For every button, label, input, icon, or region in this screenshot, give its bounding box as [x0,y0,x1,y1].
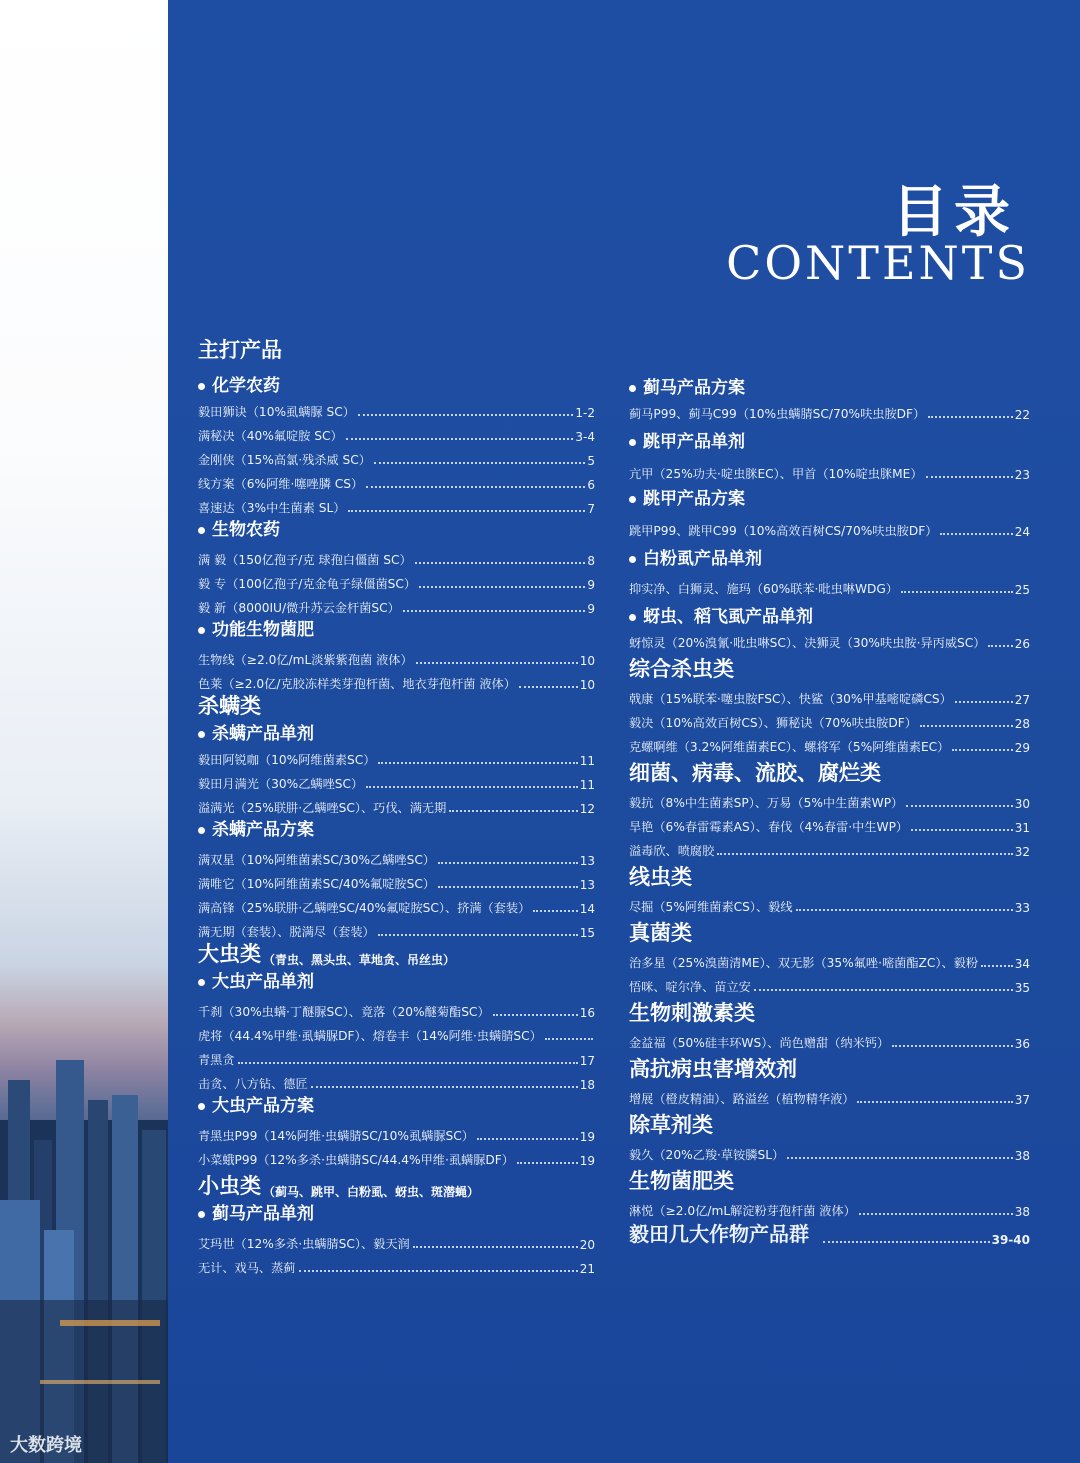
toc-entry[interactable] [629,835,1030,859]
toc-entry-page: 37 [1014,1093,1030,1107]
toc-entry-name: 千刹（30%虫螨·丁醚脲SC）、竟落（20%醚菊酯SC） [198,1005,490,1019]
dot-leader [413,1246,578,1248]
page-title-cn: 目录 [892,180,1016,245]
dot-leader [311,1086,578,1088]
toc-entry-name: 毅决（10%高效百树CS）、狮秘诀（70%呋虫胺DF） [629,716,917,730]
toc-entry-page: 7 [587,502,595,516]
subsection-heading: 杀螨产品方案 [198,816,595,840]
toc-entry[interactable] [629,971,1030,995]
toc-entry-page: 11 [579,754,595,768]
dot-leader [545,1038,593,1040]
toc-entry-name: 戟康（15%联苯·噻虫胺FSC）、快鲨（30%甲基嘧啶磷CS） [629,692,952,706]
dot-leader [533,910,577,912]
section-heading: 除草剂类 [629,1113,713,1137]
toc-entry[interactable] [198,892,595,916]
toc-entry[interactable] [198,1068,595,1092]
toc-entry-page: 38 [1014,1149,1030,1163]
bullet-icon [629,496,636,503]
toc-entry[interactable] [629,1027,1030,1051]
dot-leader [378,762,577,764]
toc-entry[interactable] [629,458,1030,482]
toc-entry-page: 33 [1014,901,1030,915]
dot-leader [346,438,574,440]
toc-entry[interactable] [629,1195,1030,1219]
toc-entry-page: 10 [579,654,595,668]
dot-leader [952,749,1012,751]
subsection-heading: 白粉虱产品单剂 [629,545,1030,569]
toc-entry-page: 9 [587,578,595,592]
toc-entry-name: 毅 专（100亿孢子/克金龟子绿僵菌SC） [198,577,417,591]
toc-entry-page: 32 [1014,845,1030,859]
subsection-heading: 杀螨产品单剂 [198,720,595,744]
toc-entry-page: 5 [587,454,595,468]
dot-leader [901,591,1013,593]
toc-entry[interactable] [198,644,595,668]
toc-entry-page: 36 [1014,1037,1030,1051]
toc-entry-page: 38 [1014,1205,1030,1219]
toc-entry-page: 30 [1014,797,1030,811]
toc-entry[interactable] [629,398,1030,422]
dot-leader [517,1162,578,1164]
toc-entry-name: 毅田阿锐咖（10%阿维菌素SC） [198,753,376,767]
toc-entry-name: 生物线（≥2.0亿/mL淡紫紫孢菌 液体） [198,653,413,667]
bullet-icon [198,827,205,834]
section-heading: 线虫类 [629,865,692,889]
dot-leader [859,1213,1013,1215]
toc-entry-name: 小菜蛾P99（12%多杀·虫螨腈SC/44.4%甲维·虱螨脲DF） [198,1153,514,1167]
toc-entry-page: 35 [1014,981,1030,995]
toc-entry[interactable] [629,947,1030,971]
toc-entry[interactable] [198,1144,595,1168]
toc-entry-name: 虎将（44.4%甲维·虱螨脲DF）、熔卷丰（14%阿维·虫螨腈SC） [198,1029,542,1043]
dot-leader [449,810,577,812]
dot-leader [438,862,578,864]
dot-leader [920,725,1013,727]
toc-entry-name: 满高锋（25%联肼·乙螨唑SC/40%氟啶胺SC）、挤满（套装） [198,901,531,915]
subsection-heading: 蓟马产品单剂 [198,1200,595,1224]
toc-entry-name: 喜速达（3%中生菌素 SL） [198,501,346,515]
toc-entry[interactable] [198,768,595,792]
section-heading: 高抗病虫害增效剂 [629,1057,797,1081]
toc-left-column [198,336,595,1276]
dot-leader [419,586,585,588]
toc-entry-page: 24 [1014,525,1030,539]
toc-entry-page: 9 [587,602,595,616]
toc-entry-page: 11 [579,778,595,792]
toc-entry[interactable] [198,396,595,420]
toc-entry[interactable] [629,891,1030,915]
toc-entry-name: 击贪、八方钻、德匠 [198,1077,308,1091]
toc-entry-page: 3-4 [575,430,595,444]
toc-entry[interactable] [198,420,595,444]
toc-entry[interactable] [198,1020,595,1044]
subsection-heading: 大虫产品单剂 [198,968,595,992]
dot-leader [911,829,1013,831]
dot-leader [299,1270,578,1272]
toc-entry[interactable] [629,1139,1030,1163]
dot-leader [358,414,573,416]
dot-leader [493,1014,578,1016]
section-heading: 主打产品 [198,338,282,362]
toc-entry[interactable] [629,683,1030,707]
toc-entry[interactable] [198,1228,595,1252]
subsection-heading: 蚜虫、稻飞虱产品单剂 [629,603,1030,627]
toc-entry-name: 满秘决（40%氟啶胺 SC） [198,429,343,443]
toc-entry[interactable] [629,811,1030,835]
dot-leader [857,1101,1012,1103]
dot-leader [823,1241,990,1243]
toc-entry-name: 抑实净、白狮灵、施玛（60%联苯·吡虫啉WDG） [629,582,899,596]
toc-entry-name: 增展（橙皮精油）、路溢丝（植物精华液） [629,1092,855,1106]
subsection-heading: 跳甲产品方案 [629,485,1030,509]
toc-entry-page: 8 [587,554,595,568]
toc-entry-page: 31 [1014,821,1030,835]
dot-leader [403,610,586,612]
toc-entry[interactable] [198,1252,595,1276]
toc-entry-page: 29 [1014,741,1030,755]
toc-entry-name: 金刚侠（15%高氯·残杀威 SC） [198,453,371,467]
toc-entry-page: 22 [1014,408,1030,422]
subsection-heading: 化学农药 [198,372,595,396]
dot-leader [366,486,585,488]
toc-entry-name: 毅抗（8%中生菌素SP）、万易（5%中生菌素WP） [629,796,904,810]
dot-leader [787,1157,1013,1159]
dot-leader [892,1045,1013,1047]
dot-leader [988,645,1012,647]
city-skyline-photo [0,0,168,1463]
dot-leader [366,786,578,788]
toc-entry-name: 克螺啊维（3.2%阿维菌素EC）、螺将军（5%阿维菌素EC） [629,740,950,754]
toc-entry[interactable] [198,544,595,568]
toc-entry-page: 21 [579,1262,595,1276]
toc-entry-page: 26 [1014,637,1030,651]
toc-entry-name: 无计、戏马、蒸蓟 [198,1261,296,1275]
dot-leader [981,965,1013,967]
toc-entry-page: 1-2 [575,406,595,420]
dot-leader [926,476,1013,478]
toc-entry[interactable] [629,1219,1030,1247]
toc-entry[interactable] [198,592,595,616]
toc-entry-name: 满无期（套装）、脱满尽（套装） [198,925,375,939]
toc-entry-name: 治多星（25%溴菌清ME）、双无影（35%氟唑·嘧菌酯ZC）、毅粉 [629,956,979,970]
bullet-icon [198,979,205,986]
toc-entry-name: 跳甲P99、跳甲C99（10%高效百树CS/70%呋虫胺DF） [629,524,938,538]
toc-entry-name: 金益福（50%硅丰环WS）、尚色赠甜（纳米钙） [629,1036,890,1050]
toc-entry-page: 10 [579,678,595,692]
bullet-icon [198,1103,205,1110]
dot-leader [928,416,1012,418]
toc-entry-page: 6 [587,478,595,492]
toc-entry-page: 23 [1014,468,1030,482]
dot-leader [796,909,1013,911]
toc-entry[interactable] [198,916,595,940]
dot-leader [238,1062,578,1064]
toc-entry-name: 毅久（20%乙羧·草铵膦SL） [629,1148,785,1162]
toc-entry[interactable] [629,731,1030,755]
toc-entry-name: 溢满光（25%联肼·乙螨唑SC）、巧伐、满无期 [198,801,447,815]
dot-leader [519,686,578,688]
toc-entry-page: 13 [579,878,595,892]
toc-entry-name: 线方案（6%阿维·噻唑膦 CS） [198,477,364,491]
dot-leader [754,989,1013,991]
watermark: 大数跨境 [10,1435,82,1456]
toc-entry[interactable] [198,996,595,1020]
toc-entry-page: 15 [579,926,595,940]
toc-entry-name: 青黑贪 [198,1053,235,1067]
section-heading: 生物菌肥类 [629,1169,734,1193]
toc-entry[interactable] [629,1083,1030,1107]
bullet-icon [198,383,205,390]
subsection-heading: 生物农药 [198,516,595,540]
toc-entry-page: 16 [579,1006,595,1020]
toc-entry-name: 蚜惊灵（20%溴氰·吡虫啉SC）、决狮灵（30%呋虫胺·异丙威SC） [629,636,986,650]
toc-entry[interactable] [629,707,1030,731]
dot-leader [438,886,578,888]
bullet-icon [629,614,636,621]
subsection-heading: 功能生物菌肥 [198,616,595,640]
subsection-heading: 大虫产品方案 [198,1092,595,1116]
toc-entry[interactable] [198,468,595,492]
bullet-icon [198,731,205,738]
toc-entry-name: 悟咪、啶尔净、苗立安 [629,980,751,994]
toc-entry-page: 20 [579,1238,595,1252]
toc-entry[interactable] [629,515,1030,539]
toc-entry-name: 毅 新（8000IU/微升苏云金杆菌SC） [198,601,400,615]
toc-entry-page: 14 [579,902,595,916]
dot-leader [906,805,1012,807]
toc-entry[interactable] [198,444,595,468]
toc-entry-page: 27 [1014,693,1030,707]
section-heading: 生物刺激素类 [629,1001,755,1025]
toc-entry-page: 39-40 [991,1233,1030,1247]
dot-leader [378,934,578,936]
bullet-icon [198,627,205,634]
toc-entry-page: 12 [579,802,595,816]
dot-leader [348,510,585,512]
toc-entry-name: 溢毒欣、喷腐胶 [629,844,715,858]
toc-entry[interactable] [198,492,595,516]
toc-entry[interactable] [198,668,595,692]
toc-entry-page: 25 [1014,583,1030,597]
toc-entry-page: 19 [579,1154,595,1168]
toc-entry[interactable] [629,787,1030,811]
dot-leader [374,462,585,464]
dot-leader [717,853,1012,855]
toc-right-column [629,374,1030,1247]
toc-entry[interactable] [198,868,595,892]
toc-entry-name: 满双星（10%阿维菌素SC/30%乙螨唑SC） [198,853,436,867]
toc-entry-name: 艾玛世（12%多杀·虫螨腈SC）、毅天润 [198,1237,410,1251]
bullet-icon [198,527,205,534]
section-heading: 小虫类 （蓟马、跳甲、白粉虱、蚜虫、斑潜蝇） [198,1174,480,1199]
toc-entry[interactable] [198,792,595,816]
toc-entry-name: 满唯它（10%阿维菌素SC/40%氟啶胺SC） [198,877,436,891]
toc-entry-page: 19 [579,1130,595,1144]
toc-entry-page: 28 [1014,717,1030,731]
toc-entry-page: 18 [579,1078,595,1092]
toc-entry[interactable] [629,627,1030,651]
toc-entry-page: 13 [579,854,595,868]
toc-entry-page: 34 [1014,957,1030,971]
toc-entry-name: 毅田月满光（30%乙螨唑SC） [198,777,364,791]
toc-entry-name: 旱艳（6%春雷霉素AS）、春伐（4%春雷·中生WP） [629,820,909,834]
section-heading: 大虫类 （青虫、黑头虫、草地贪、吊丝虫） [198,942,456,967]
toc-entry-name: 毅田几大作物产品群 [629,1222,809,1246]
toc-entry[interactable] [198,1120,595,1144]
dot-leader [416,662,578,664]
toc-entry-name: 淋悦（≥2.0亿/mL解淀粉芽孢杆菌 液体） [629,1204,856,1218]
dot-leader [415,562,586,564]
toc-entry[interactable] [198,844,595,868]
bullet-icon [629,556,636,563]
dot-leader [940,533,1012,535]
toc-entry-name: 色莱（≥2.0亿/克胶冻样类芽孢杆菌、地衣芽孢杆菌 液体） [198,677,516,691]
toc-entry-name: 尽掘（5%阿维菌素CS）、毅线 [629,900,793,914]
dot-leader [477,1138,578,1140]
section-heading: 综合杀虫类 [629,657,734,681]
bullet-icon [629,439,636,446]
toc-entry-name: 青黑虫P99（14%阿维·虫螨腈SC/10%虱螨脲SC） [198,1129,474,1143]
section-heading: 细菌、病毒、流胶、腐烂类 [629,761,881,785]
toc-entry[interactable] [629,573,1030,597]
toc-entry-page: 17 [579,1054,595,1068]
toc-entry-name: 亢甲（25%功夫·啶虫脒EC）、甲首（10%啶虫脒ME） [629,467,923,481]
section-heading: 杀螨类 [198,694,261,718]
dot-leader [955,701,1013,703]
skyline-illustration [0,0,168,1463]
page-title-en: CONTENTS [726,236,1030,290]
toc-entry[interactable] [198,568,595,592]
toc-entry-name: 毅田狮诀（10%虱螨脲 SC） [198,405,355,419]
toc-entry[interactable] [198,1044,595,1068]
section-heading: 真菌类 [629,921,692,945]
toc-entry-name: 蓟马P99、蓟马C99（10%虫螨腈SC/70%呋虫胺DF） [629,407,926,421]
toc-entry-name: 满 毅（150亿孢子/克 球孢白僵菌 SC） [198,553,412,567]
bullet-icon [629,385,636,392]
subsection-heading: 跳甲产品单剂 [629,428,1030,452]
bullet-icon [198,1211,205,1218]
toc-entry[interactable] [198,744,595,768]
subsection-heading: 蓟马产品方案 [629,374,1030,398]
